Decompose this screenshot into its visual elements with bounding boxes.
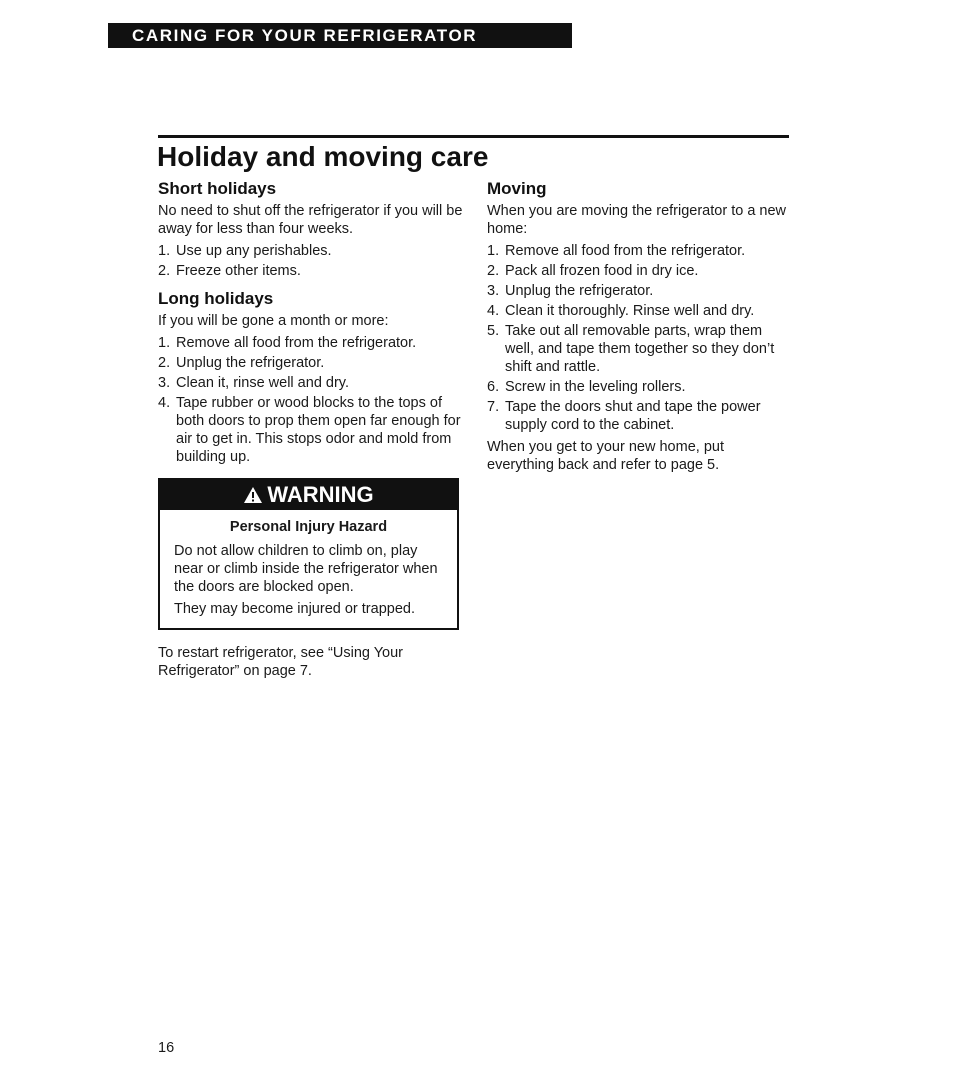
step-number: 3. bbox=[487, 283, 500, 299]
step-number: 1. bbox=[158, 243, 171, 259]
step-text: Screw in the leveling rollers. bbox=[505, 379, 686, 395]
list-item bbox=[487, 378, 792, 396]
title-rule bbox=[158, 135, 789, 138]
warning-body bbox=[160, 510, 457, 628]
warning-header bbox=[160, 480, 457, 510]
list-item bbox=[487, 398, 792, 434]
warning-label: WARNING bbox=[267, 482, 374, 507]
page-title: Holiday and moving care bbox=[157, 141, 489, 172]
left-column bbox=[158, 180, 463, 684]
list-item bbox=[158, 334, 463, 352]
list-item bbox=[487, 262, 792, 280]
step-text: Remove all food from the refrigerator. bbox=[505, 243, 746, 259]
step-number: 2. bbox=[158, 355, 171, 371]
step-number: 2. bbox=[487, 263, 500, 279]
step-text: Unplug the refrigerator. bbox=[505, 283, 654, 299]
list-item bbox=[487, 282, 792, 300]
step-text: Freeze other items. bbox=[176, 263, 301, 279]
moving-steps bbox=[487, 242, 792, 434]
step-text: Tape rubber or wood blocks to the tops of both doors to prop them open far enough for air to get in. This stops odor and mold from building up. bbox=[176, 395, 461, 465]
step-number: 7. bbox=[487, 399, 500, 415]
warning-text-consequence: They may become injured or trapped. bbox=[174, 601, 415, 617]
step-number: 6. bbox=[487, 379, 500, 395]
warning-hazard-title: Personal Injury Hazard bbox=[229, 519, 388, 535]
step-number: 1. bbox=[487, 243, 500, 259]
step-number: 5. bbox=[487, 323, 500, 339]
long-holidays-heading: Long holidays bbox=[158, 289, 274, 308]
step-number: 4. bbox=[487, 303, 500, 319]
warning-triangle-icon bbox=[243, 486, 263, 504]
section-banner: CARING FOR YOUR REFRIGERATOR bbox=[108, 23, 572, 48]
step-text: Remove all food from the refrigerator. bbox=[176, 335, 417, 351]
list-item bbox=[487, 302, 792, 320]
step-text: Tape the doors shut and tape the power supply cord to the cabinet. bbox=[505, 399, 761, 433]
list-item bbox=[158, 394, 463, 466]
short-holidays-intro: No need to shut off the refrigerator if you will be away for less than four weeks. bbox=[158, 203, 463, 237]
step-text: Clean it, rinse well and dry. bbox=[176, 375, 350, 391]
moving-outro: When you get to your new home, put everything back and refer to page 5. bbox=[487, 439, 724, 473]
list-item bbox=[158, 262, 463, 280]
step-number: 2. bbox=[158, 263, 171, 279]
step-number: 3. bbox=[158, 375, 171, 391]
long-holidays-intro: If you will be gone a month or more: bbox=[158, 313, 389, 329]
step-text: Use up any perishables. bbox=[176, 243, 332, 259]
warning-box bbox=[158, 478, 459, 630]
short-holidays-heading: Short holidays bbox=[158, 179, 277, 198]
list-item bbox=[158, 354, 463, 372]
moving-heading: Moving bbox=[487, 179, 547, 198]
list-item bbox=[487, 322, 792, 376]
step-text: Clean it thoroughly. Rinse well and dry. bbox=[505, 303, 755, 319]
restart-note: To restart refrigerator, see “Using Your Refrigerator” on page 7. bbox=[158, 645, 404, 679]
page-number: 16 bbox=[158, 1040, 175, 1056]
step-text: Pack all frozen food in dry ice. bbox=[505, 263, 699, 279]
list-item bbox=[158, 242, 463, 260]
step-text: Take out all removable parts, wrap them well, and tape them together so they don’t shift and rattle. bbox=[505, 323, 775, 375]
right-column bbox=[487, 180, 792, 478]
warning-text: Do not allow children to climb on, play near or climb inside the refrigerator when the doors are blocked open. bbox=[174, 543, 438, 595]
list-item bbox=[487, 242, 792, 260]
step-number: 1. bbox=[158, 335, 171, 351]
list-item bbox=[158, 374, 463, 392]
long-holidays-steps bbox=[158, 334, 463, 466]
moving-intro: When you are moving the refrigerator to a new home: bbox=[487, 203, 787, 237]
step-text: Unplug the refrigerator. bbox=[176, 355, 325, 371]
short-holidays-steps bbox=[158, 242, 463, 280]
step-number: 4. bbox=[158, 395, 171, 411]
